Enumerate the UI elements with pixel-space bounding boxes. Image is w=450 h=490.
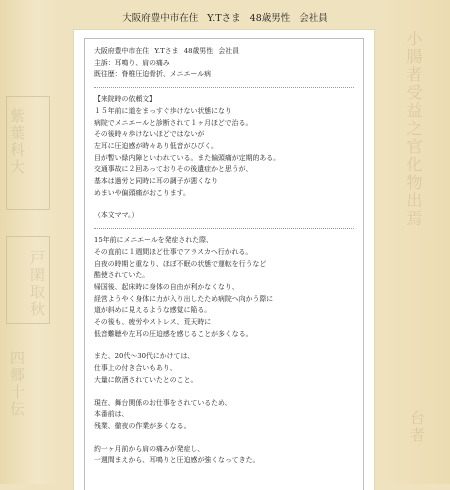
header-name: Y.Tさま xyxy=(207,13,241,24)
story-line: その直前に１週間ほど仕事でアラスカへ行かれる。 xyxy=(94,247,253,256)
background-glyphs: 戸閑取秋 xyxy=(28,250,46,318)
document-frame xyxy=(84,38,364,490)
background-glyphs: 四郷十伝 xyxy=(8,350,26,418)
page-header xyxy=(0,10,450,24)
request-line: その後時々歩けないほどではないが xyxy=(94,130,205,139)
story-line: 低音難聴や左耳の圧迫感を感じることが多くなる。 xyxy=(94,329,253,338)
divider xyxy=(94,228,354,229)
story-line: 仕事上の付き合いもあり、 xyxy=(94,364,177,373)
request-line: 基本は過労と同時に耳の調子が悪くなり xyxy=(94,177,219,186)
story-line: 15年前にメニエールを発症された際、 xyxy=(94,236,213,245)
background-glyphs: 小腸者受益之官化物出焉 xyxy=(404,30,423,228)
divider xyxy=(94,87,354,88)
header-location: 大阪府豊中市在住 xyxy=(122,13,199,24)
story-line: 帰国後、起床時に身体の自由が利かなくなり、 xyxy=(94,282,239,291)
background-glyphs: 紫葉科大 xyxy=(8,108,26,176)
story-line: 道が斜めに見えるような感覚に陥る。 xyxy=(94,306,212,315)
request-line: 病院でメニエールと診断されて１ヶ月ほどで治る。 xyxy=(94,118,253,127)
info-name: Y.Tさま xyxy=(154,47,179,55)
story-line: 現在、舞台関係のお仕事をされているため、 xyxy=(94,398,232,407)
story-line: 経営ようやく身体に力が入り出したため病院へ向かう際に xyxy=(94,294,274,303)
story-line: 約一ヶ月前から肩の痛みが発症し、 xyxy=(94,444,205,453)
background-glyphs: 台者 xyxy=(408,410,426,444)
story-line: 一週間まえから、耳鳴りと圧迫感が強くなってきた。 xyxy=(94,456,260,465)
info-age-gender: 48歳男性 xyxy=(183,47,214,55)
background-left-panel xyxy=(0,0,60,484)
request-line: 目が暫い緑内障といわれている。また偏頭痛が定期的ある。 xyxy=(94,153,281,162)
request-line: １５年前に道をまっすぐ歩けない状態になり xyxy=(94,106,232,115)
story-line: また、20代〜30代にかけては、 xyxy=(94,352,195,361)
patient-info-line xyxy=(94,46,354,58)
medical-history: 既往歴：脊椎圧迫骨折、メニエール病 xyxy=(94,70,212,79)
request-line: 左耳に圧迫感が時々あり低音がひびく。 xyxy=(94,141,218,150)
spacer xyxy=(94,387,354,398)
chief-complaint: 主訴：耳鳴り、肩の痛み xyxy=(94,58,170,67)
request-line: 交通事故に２回あっておりその後遺症かと思うが、 xyxy=(94,165,253,174)
spacer xyxy=(94,433,354,444)
header-occupation: 会社員 xyxy=(299,13,328,24)
request-note: （本文ママ。） xyxy=(94,211,139,220)
info-location: 大阪府豊中市在住 xyxy=(94,47,150,55)
story-line: その後も、疲労やストレス、荒天時に xyxy=(94,318,212,327)
story-line: 本番前は、 xyxy=(94,410,129,419)
story-line: 残業、徹夜の作業が多くなる。 xyxy=(94,421,191,430)
story-line: 自夜の時期と重なり、ほぼ不眠の状態で運転を行うなど xyxy=(94,259,267,268)
story-section xyxy=(94,235,354,467)
spacer xyxy=(94,199,354,210)
story-line: 酷使されていた。 xyxy=(94,271,150,280)
spacer xyxy=(94,340,354,351)
request-line: めまいや偏頭痛がおこります。 xyxy=(94,188,190,197)
patient-info xyxy=(94,46,354,81)
info-occupation: 会社員 xyxy=(218,47,240,55)
header-age-gender: 48歳男性 xyxy=(249,13,291,24)
document-sheet xyxy=(74,30,374,490)
request-section xyxy=(94,94,354,222)
story-line: 大量に飲酒されていたとのこと。 xyxy=(94,375,198,384)
background-right-panel xyxy=(378,0,450,484)
request-heading: 【来院時の依頼文】 xyxy=(94,95,157,104)
